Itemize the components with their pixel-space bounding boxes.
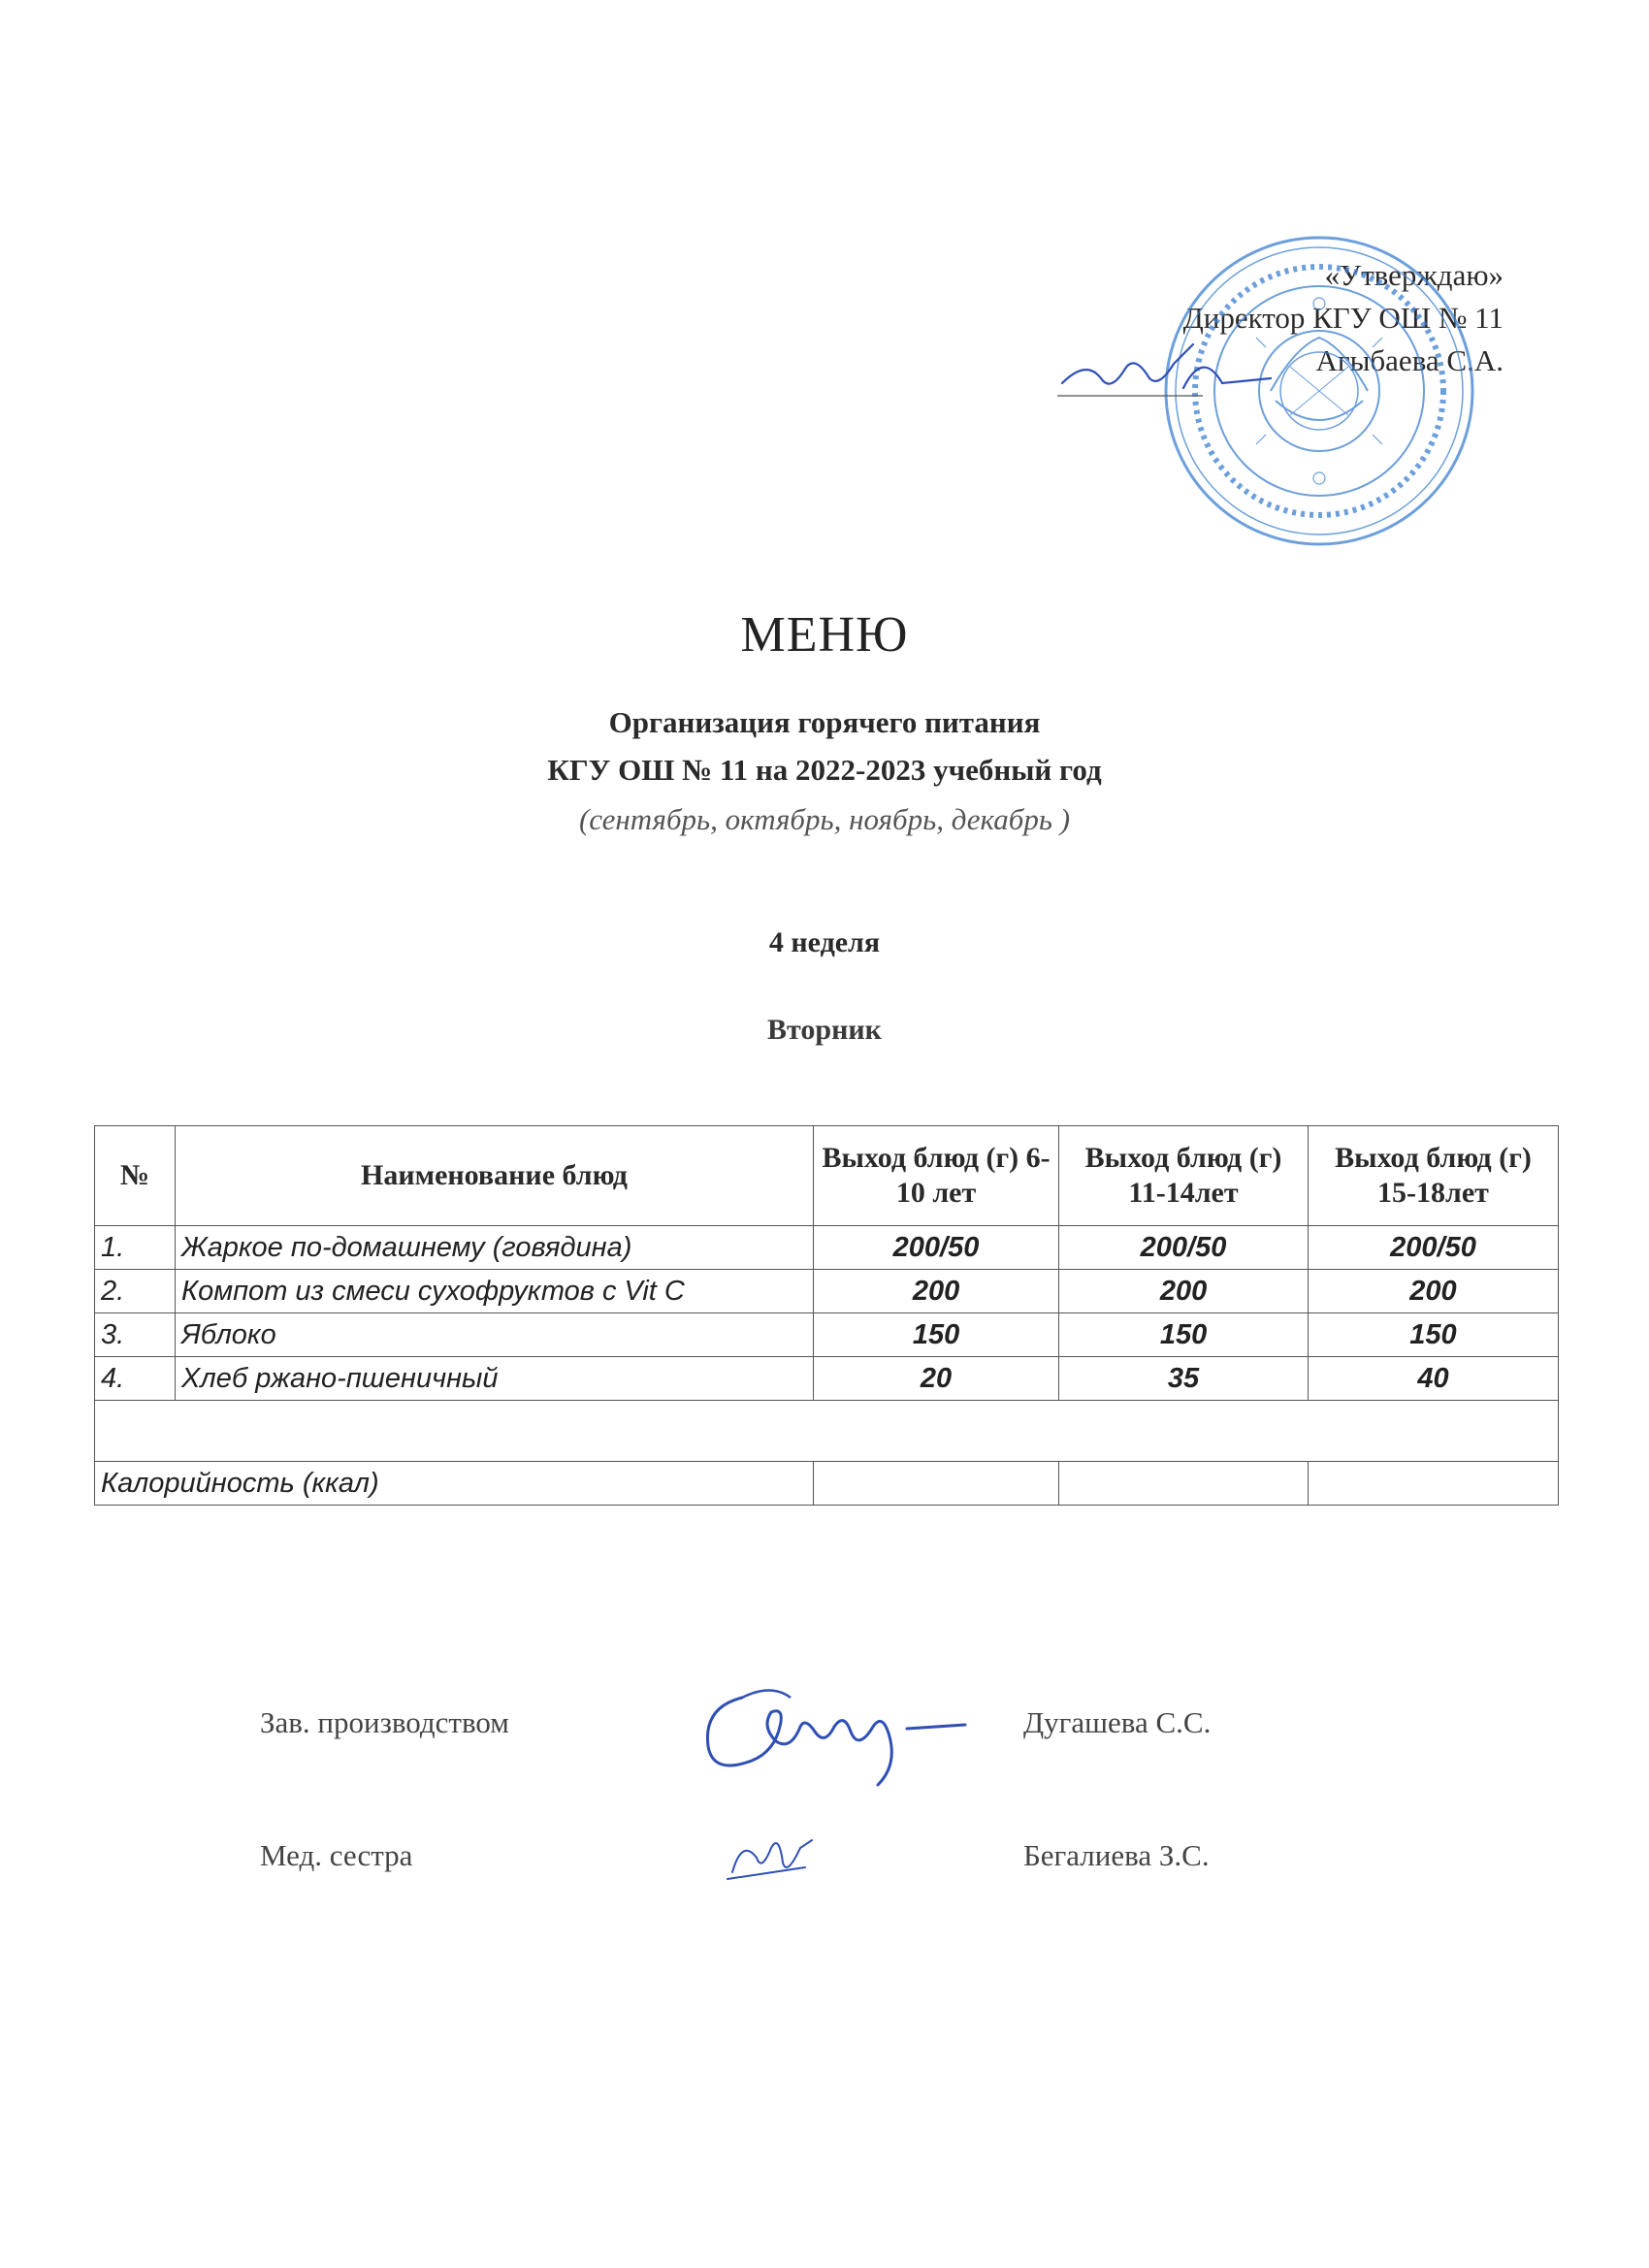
calories-label: Калорийность (ккал): [95, 1462, 814, 1506]
week-label: 4 неделя: [768, 926, 881, 958]
day-label: Вторник: [767, 1014, 882, 1046]
header-age-15-18: Выход блюд (г) 15-18лет: [1308, 1126, 1558, 1226]
subtitle-months: (сентябрь, октябрь, ноябрь, декабрь ): [578, 802, 1071, 836]
row-portion-11-14: 35: [1059, 1357, 1309, 1401]
row-portion-6-10: 200: [814, 1270, 1059, 1313]
row-dish: Компот из смеси сухофруктов с Vit C: [176, 1270, 814, 1313]
header-num: №: [95, 1126, 176, 1226]
page-title: МЕНЮ: [740, 607, 909, 663]
row-portion-11-14: 150: [1059, 1313, 1309, 1357]
nurse-name: Бегалиева З.С.: [1023, 1838, 1210, 1872]
empty-cell: [95, 1401, 1559, 1462]
nurse-signature-icon: [723, 1829, 820, 1887]
production-head-role: Зав. производством: [260, 1705, 509, 1739]
row-portion-6-10: 200/50: [814, 1226, 1059, 1270]
table-header-row: [95, 1126, 1559, 1226]
table-row: [95, 1270, 1559, 1313]
production-head-signature-icon: [684, 1669, 994, 1814]
row-dish: Хлеб ржано-пшеничный: [176, 1357, 814, 1401]
subtitle-school-year: КГУ ОШ № 11 на 2022-2023 учебный год: [547, 753, 1102, 787]
row-portion-11-14: 200/50: [1059, 1226, 1309, 1270]
row-num: 2.: [95, 1270, 176, 1313]
header-dish-name: Наименование блюд: [176, 1126, 814, 1226]
calories-15-18: [1308, 1462, 1558, 1506]
row-dish: Жаркое по-домашнему (говядина): [176, 1226, 814, 1270]
header-age-11-14: Выход блюд (г) 11-14лет: [1059, 1126, 1309, 1226]
row-dish: Яблоко: [176, 1313, 814, 1357]
director-signature-icon: [1057, 330, 1280, 407]
row-portion-15-18: 200/50: [1308, 1226, 1558, 1270]
row-num: 3.: [95, 1313, 176, 1357]
row-num: 4.: [95, 1357, 176, 1401]
header-age-6-10: Выход блюд (г) 6-10 лет: [814, 1126, 1059, 1226]
approval-title: «Утверждаю»: [1324, 258, 1504, 292]
production-head-name: Дугашева С.С.: [1023, 1705, 1212, 1739]
row-portion-15-18: 150: [1308, 1313, 1558, 1357]
menu-table: [94, 1125, 1559, 1506]
table-row: [95, 1357, 1559, 1401]
approval-name: Агыбаева С.А.: [1315, 343, 1504, 377]
row-portion-11-14: 200: [1059, 1270, 1309, 1313]
calories-6-10: [814, 1462, 1059, 1506]
calories-11-14: [1059, 1462, 1309, 1506]
table-empty-row: [95, 1401, 1559, 1462]
table-row: [95, 1226, 1559, 1270]
row-portion-6-10: 20: [814, 1357, 1059, 1401]
calories-row: [95, 1462, 1559, 1506]
row-portion-6-10: 150: [814, 1313, 1059, 1357]
subtitle-organization: Организация горячего питания: [608, 705, 1041, 739]
row-num: 1.: [95, 1226, 176, 1270]
row-portion-15-18: 40: [1308, 1357, 1558, 1401]
table-row: [95, 1313, 1559, 1357]
row-portion-15-18: 200: [1308, 1270, 1558, 1313]
nurse-role: Мед. сестра: [260, 1838, 413, 1872]
approval-position: Директор КГУ ОШ № 11: [1182, 301, 1504, 335]
